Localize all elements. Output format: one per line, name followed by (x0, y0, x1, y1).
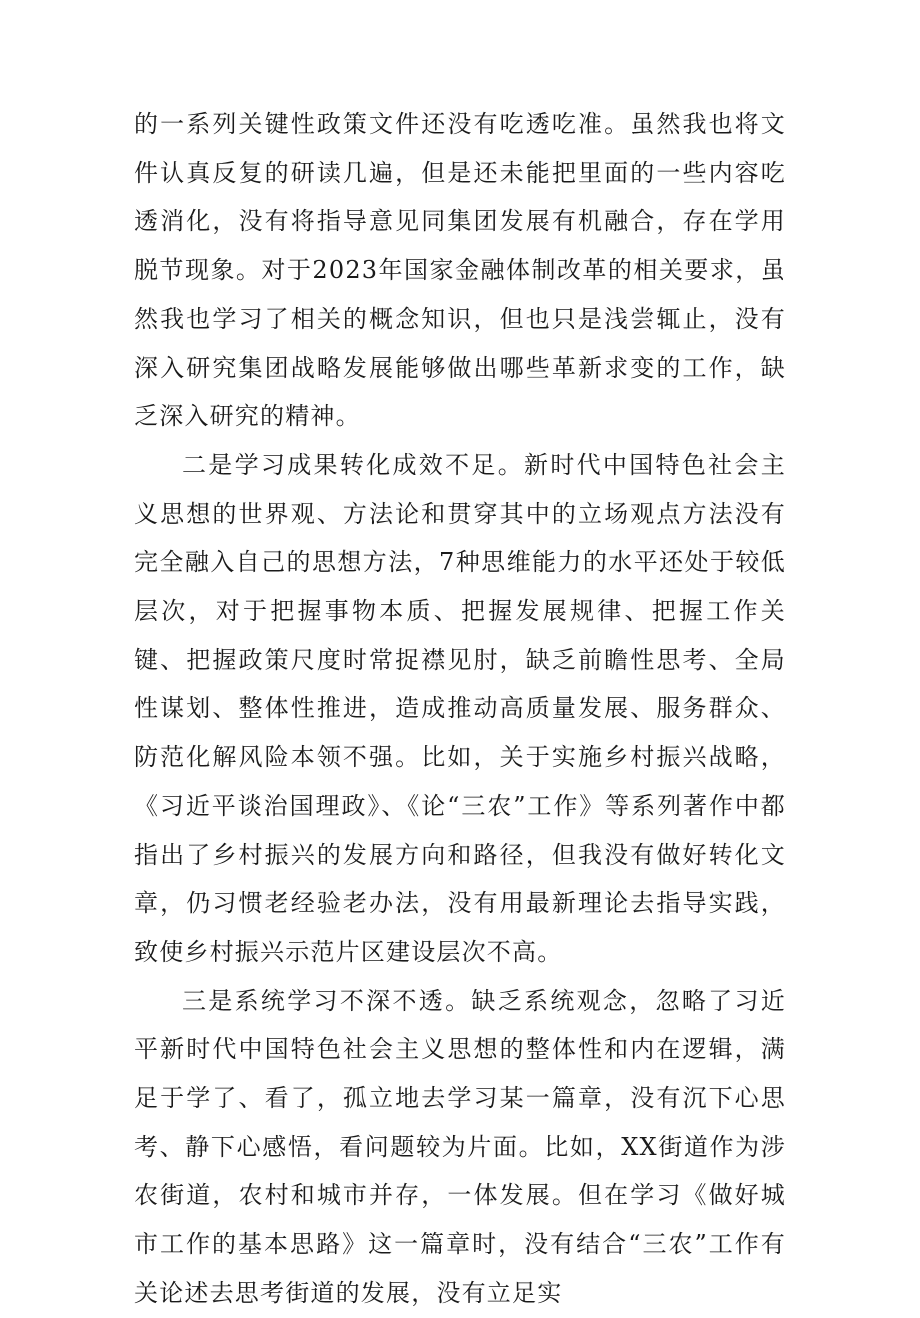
paragraph-systematic-study: 三是系统学习不深不透。缺乏系统观念，忽略了习近平新时代中国特色社会主义思想的整体性和内在逻辑，满足于学了、看了，孤立地去学习某一篇章，没有沉下心思考、静下心感悟，看问题较为片面。比如，XX街道作为涉农街道，农村和城市并存，一体发展。但在学习《做好城市工作的基本思路》这一篇章时，没有结合“三农”工作有关论述去思考街道的发展，没有立足实 (134, 986, 786, 1307)
paragraph-learning-outcomes: 二是学习成果转化成效不足。新时代中国特色社会主义思想的世界观、方法论和贯穿其中的立场观点方法没有完全融入自己的思想方法，7种思维能力的水平还处于较低层次，对于把握事物本质、把握发展规律、把握工作关键、把握政策尺度时常捉襟见肘，缺乏前瞻性思考、全局性谋划、整体性推进，造成推动高质量发展、服务群众、防范化解风险本领不强。比如，关于实施乡村振兴战略，《习近平谈治国理政》、《论“三农”工作》等系列著作中都指出了乡村振兴的发展方向和路径，但我没有做好转化文章，仍习惯老经验老办法，没有用最新理论去指导实践，致使乡村振兴示范片区建设层次不高。 (134, 450, 786, 966)
document-body (134, 100, 786, 1318)
paragraph-continued: 的一系列关键性政策文件还没有吃透吃准。虽然我也将文件认真反复的研读几遍，但是还未能把里面的一些内容吃透消化，没有将指导意见同集团发展有机融合，存在学用脱节现象。对于2023年国家金融体制改革的相关要求，虽然我也学习了相关的概念知识，但也只是浅尝辄止，没有深入研究集团战略发展能够做出哪些革新求变的工作，缺乏深入研究的精神。 (134, 110, 786, 431)
